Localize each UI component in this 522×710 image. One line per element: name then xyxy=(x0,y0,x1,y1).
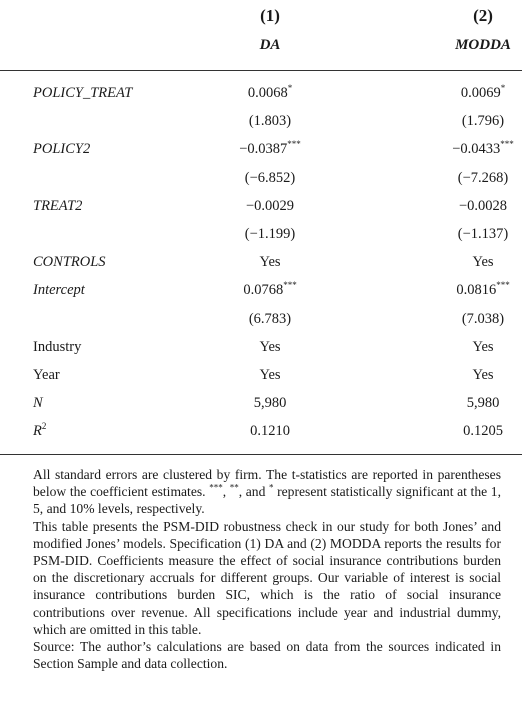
row-label: Industry xyxy=(33,338,82,355)
cell-da: (−6.852) xyxy=(244,169,296,186)
row-label: Intercept xyxy=(33,282,85,299)
table-row xyxy=(0,333,522,361)
cell-da: 5,980 xyxy=(253,395,287,412)
cell-modda: 5,980 xyxy=(466,395,500,412)
table-row xyxy=(0,389,522,417)
row-label: TREAT2 xyxy=(33,197,83,214)
cell-da: 0.0068* xyxy=(247,83,293,101)
cell-da: −0.0387*** xyxy=(239,139,301,158)
col1-number: (1) xyxy=(260,6,280,25)
table-row xyxy=(0,107,522,135)
row-label: POLICY_TREAT xyxy=(33,85,133,101)
cell-da: Yes xyxy=(259,338,281,355)
row-label: POLICY2 xyxy=(33,141,91,158)
cell-modda: (−1.137) xyxy=(457,226,509,242)
cell-modda: (−7.268) xyxy=(457,169,509,186)
col1-header-da: DA xyxy=(259,37,281,53)
note-source: Source: The author’s calculations are based on data from the sources indicated in Section Sample and data collection. xyxy=(33,639,501,672)
cell-modda: (1.796) xyxy=(461,113,505,130)
table-row xyxy=(0,192,522,220)
cell-da: 0.0768*** xyxy=(243,280,297,299)
cell-da: −0.0029 xyxy=(245,197,295,214)
table-row xyxy=(0,220,522,248)
row-label: Year xyxy=(33,367,60,383)
cell-modda: (7.038) xyxy=(461,310,505,327)
cell-modda: −0.0028 xyxy=(458,197,508,214)
table-row xyxy=(0,305,522,333)
row-label: CONTROLS xyxy=(33,254,106,271)
bottom-rule xyxy=(0,454,522,455)
cell-modda: Yes xyxy=(472,338,494,355)
cell-modda: Yes xyxy=(472,254,494,271)
cell-modda: 0.1205 xyxy=(463,423,503,440)
cell-da: (−1.199) xyxy=(244,226,296,242)
cell-modda: Yes xyxy=(472,367,494,383)
row-label: $R^2$ xyxy=(33,421,47,440)
col2-header-modda: MODDA xyxy=(455,37,511,53)
col2-number: (2) xyxy=(473,6,493,25)
table-row xyxy=(0,276,522,304)
cell-da: (6.783) xyxy=(248,310,292,327)
note-standard-errors: All standard errors are clustered by firm. The t-statistics are reported in parentheses below the coefficient estimates. ***, **, and * represent statistically significant at the 1, 5, and 10% levels, respectively. xyxy=(33,467,501,517)
cell-da: (1.803) xyxy=(248,113,292,130)
table-row xyxy=(0,361,522,389)
header-rule xyxy=(0,70,522,71)
row-label: N xyxy=(33,395,43,412)
table-notes xyxy=(33,466,501,672)
cell-da: Yes xyxy=(259,254,281,271)
table-row xyxy=(0,79,522,107)
note-description: This table presents the PSM-DID robustness check in our study for both Jones’ and modified Jones’ models. Specification (1) DA and (2) MODDA reports the results for PSM-DID. Coefficients measure the effect of social insurance contributions burden on the discretionary accruals for different groups. Our variable of interest is social insurance contributions burden SIC, which is the ratio of social insurance contributions over revenue. All specifications include year and industrial dummy, which are omitted in this table. xyxy=(33,518,501,637)
cell-modda: −0.0433*** xyxy=(452,139,514,158)
cell-da: 0.1210 xyxy=(250,423,290,440)
table-row xyxy=(0,164,522,192)
cell-da: Yes xyxy=(259,367,281,383)
cell-modda: 0.0069* xyxy=(460,83,506,101)
table-row xyxy=(0,135,522,163)
table-row xyxy=(0,248,522,276)
cell-modda: 0.0816*** xyxy=(456,280,510,299)
table-row xyxy=(0,417,522,445)
